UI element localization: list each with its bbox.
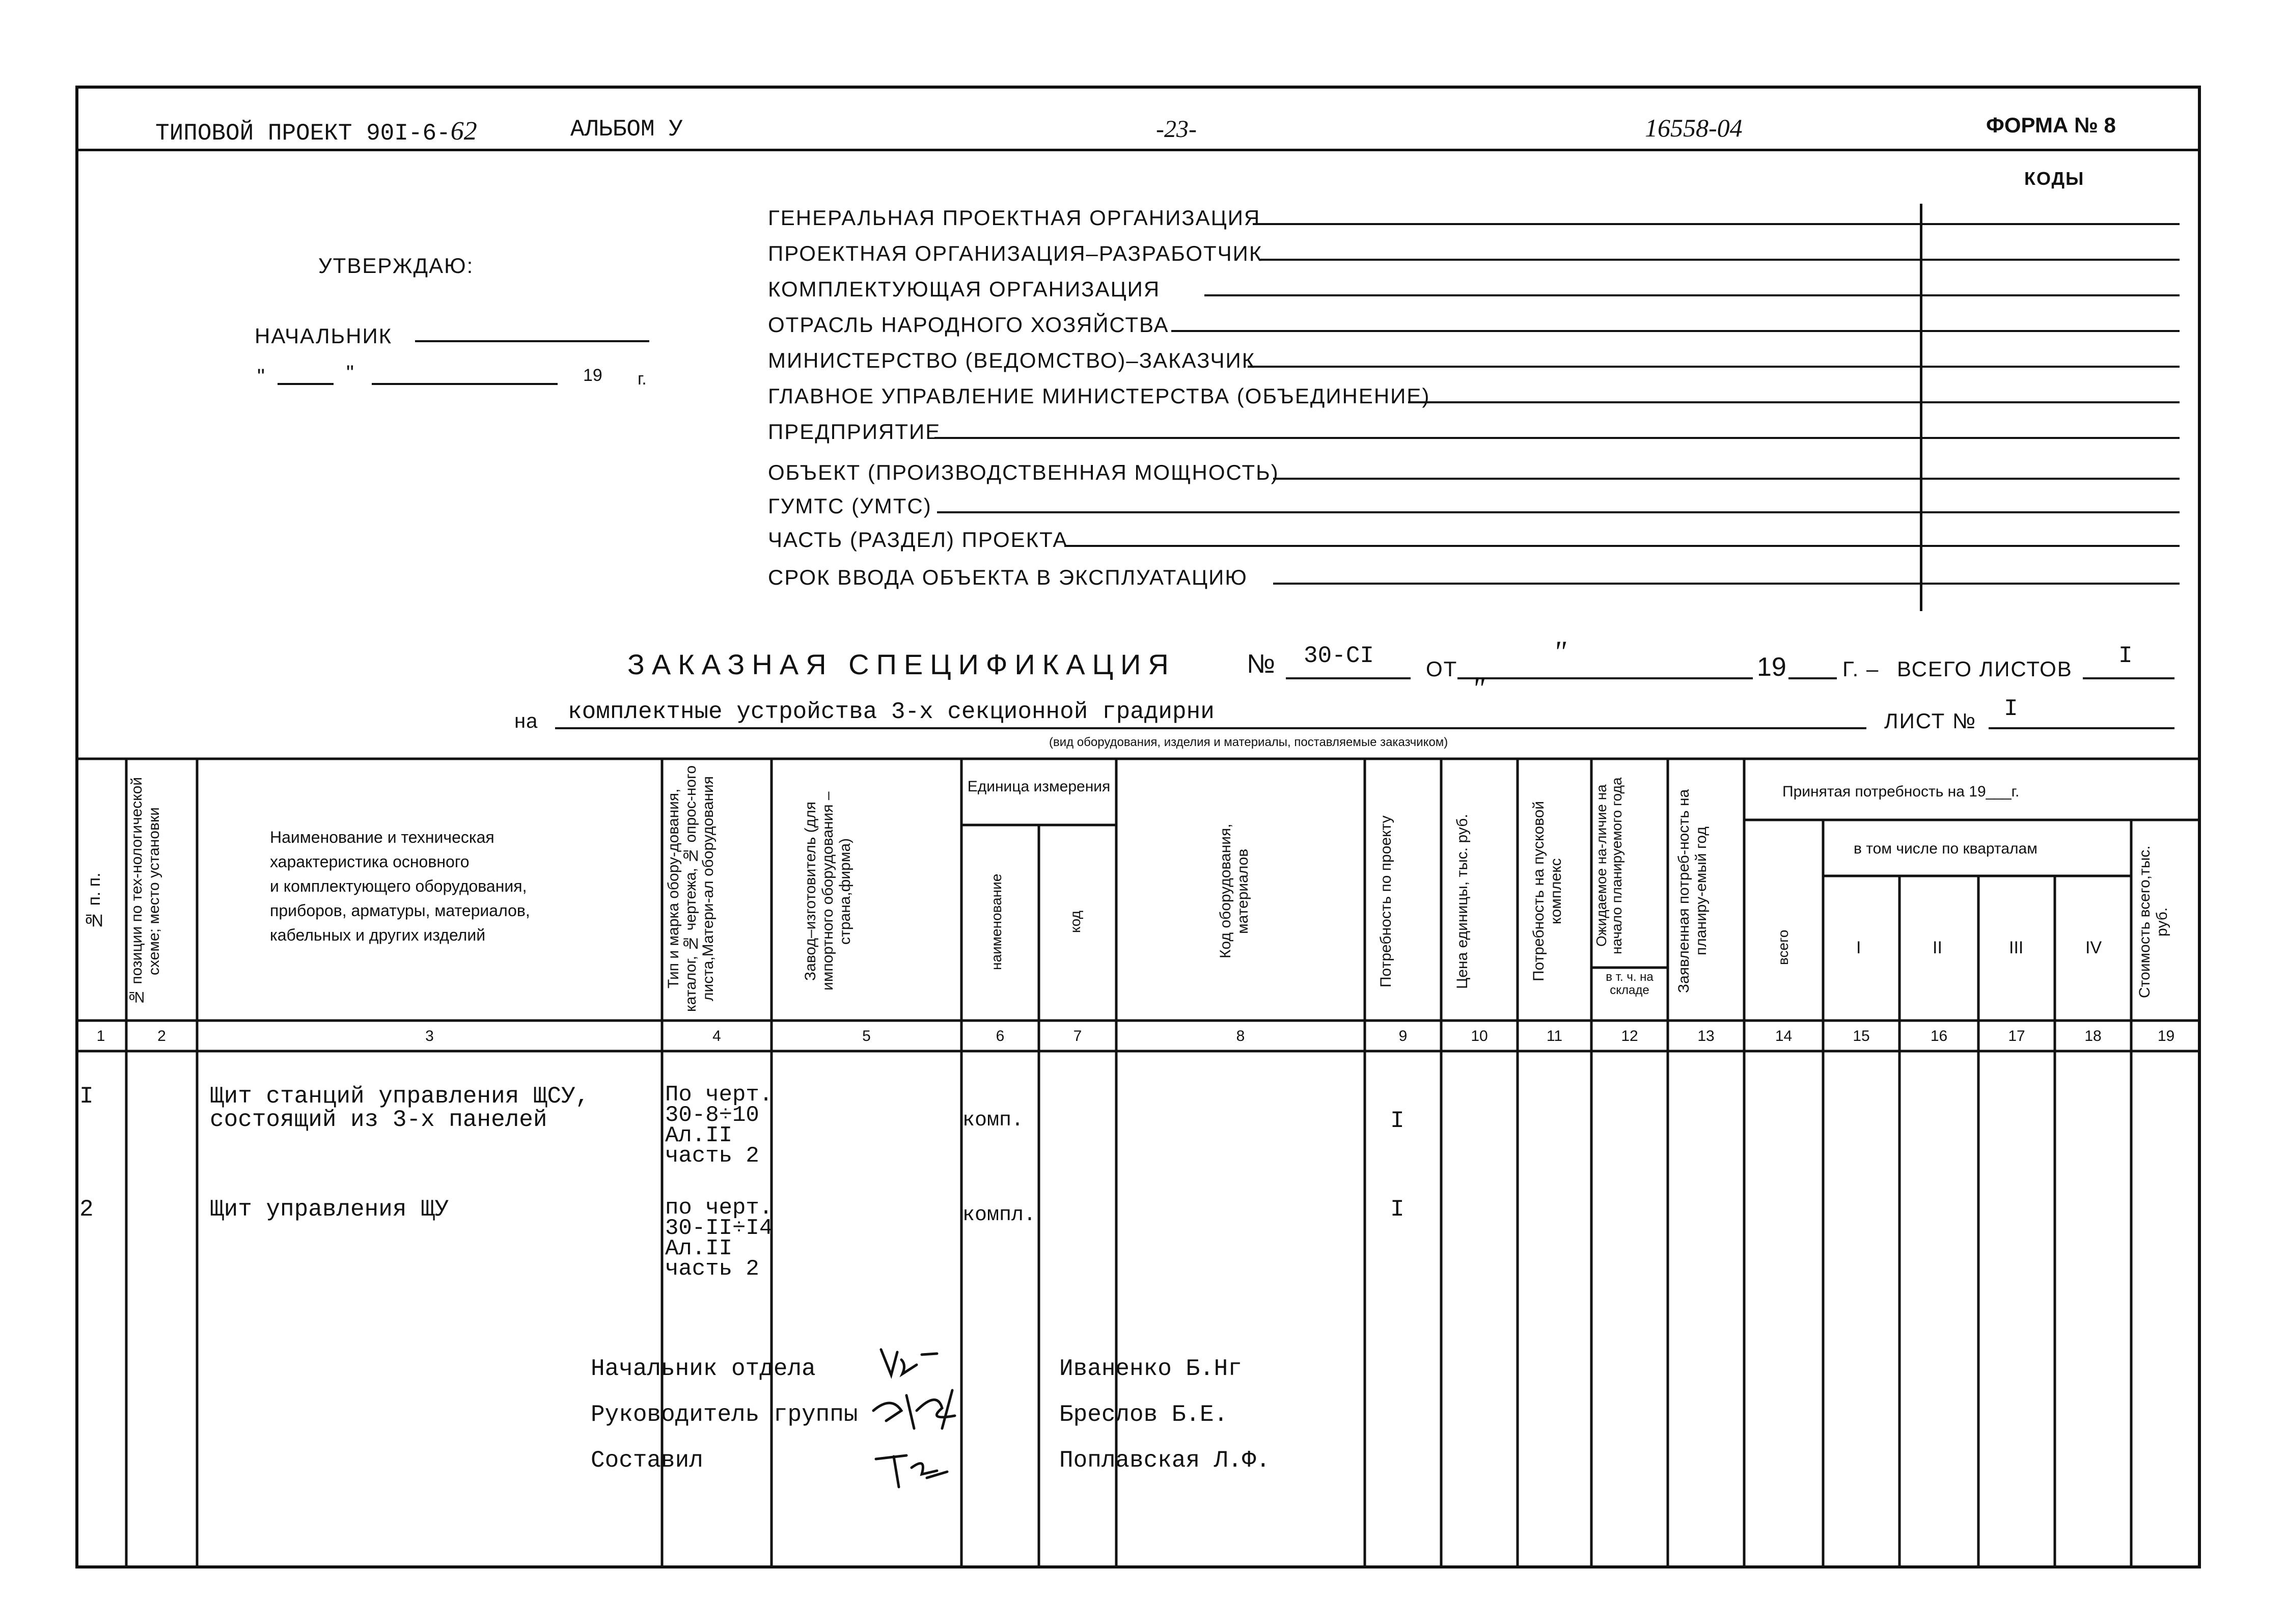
col-number-12: 12: [1621, 1028, 1638, 1044]
col-number-18: 18: [2084, 1028, 2102, 1044]
col-number-7: 7: [1073, 1028, 1082, 1044]
col-14-header: всего: [1775, 929, 1791, 965]
row-2-qty: I: [1390, 1196, 1404, 1223]
col-3-header: Наименование и техническая характеристика основного и комплектующего оборудования, приборов, арматуры, материалов, кабельных и других изделий: [270, 828, 530, 944]
spec-total-label: ВСЕГО ЛИСТОВ: [1897, 657, 2073, 681]
quarter-1-header: I: [1856, 938, 1861, 957]
col-1-header: № п. п.: [85, 872, 104, 930]
signature-role-2: Руководитель группы: [591, 1401, 858, 1428]
project-label: ТИПОВОЙ ПРОЕКТ 90I-6-62: [155, 117, 477, 147]
org-enterprise: ПРЕДПРИЯТИЕ: [768, 420, 941, 444]
row-2-type: по черт. 30-II÷I4 Ал.II часть 2: [665, 1195, 773, 1282]
signature-role-1: Начальник отдела: [591, 1356, 816, 1382]
spec-year-suffix: Г. –: [1842, 657, 1880, 681]
col-number-5: 5: [862, 1028, 871, 1044]
col-number-16: 16: [1930, 1028, 1948, 1044]
quarter-4-header: IV: [2085, 938, 2102, 957]
col-number-4: 4: [712, 1028, 721, 1044]
row-1-name: Щит станций управления ЩСУ, состоящий из 3-х панелей: [210, 1083, 590, 1133]
col-19-header: Стоимость всего,тыс. руб.: [2136, 845, 2170, 998]
row-1-type: По черт. 30-8÷10 Ал.II часть 2: [665, 1082, 773, 1169]
chief-label: НАЧАЛЬНИК: [255, 324, 393, 348]
approval-year: 19: [583, 366, 602, 385]
org-object: ОБЪЕКТ (ПРОИЗВОДСТВЕННАЯ МОЩНОСТЬ): [768, 460, 1279, 484]
org-branch: ОТРАСЛЬ НАРОДНОГО ХОЗЯЙСТВА: [768, 313, 1169, 337]
spec-quote-1: ": [1553, 635, 1566, 669]
spec-no-label: №: [1247, 649, 1275, 679]
col-number-8: 8: [1236, 1028, 1245, 1044]
col-9-header: Потребность по проекту: [1378, 815, 1394, 987]
col-number-17: 17: [2008, 1028, 2025, 1044]
col-4-header: Тип и марка обору-дования, каталог, № чертежа, № опрос-ного листа,Матери-ал оборудования: [665, 765, 717, 1012]
col-number-19: 19: [2157, 1028, 2175, 1044]
row-2-name: Щит управления ЩУ: [210, 1196, 449, 1223]
spec-title: ЗАКАЗНАЯ СПЕЦИФИКАЦИЯ: [627, 648, 1176, 680]
codes-label: КОДЫ: [2024, 168, 2085, 189]
col-12-header: Ожидаемое на-личие на начало планируемого года: [1593, 777, 1624, 954]
org-complete: КОМПЛЕКТУЮЩАЯ ОРГАНИЗАЦИЯ: [768, 277, 1161, 301]
accepted-header: Принятая потребность на 19___г.: [1782, 783, 2020, 800]
spec-subject-caption: (вид оборудования, изделия и материалы, поставляемые заказчиком): [1049, 735, 1448, 749]
spec-from-label: ОТ: [1426, 657, 1458, 681]
row-1-number: I: [79, 1083, 94, 1110]
col-number-15: 15: [1853, 1028, 1870, 1044]
org-ministry: МИНИСТЕРСТВО (ВЕДОМСТВО)–ЗАКАЗЧИК: [768, 348, 1256, 372]
unit-header: Единица измерения: [967, 778, 1111, 795]
row-2-unit: компл.: [962, 1204, 1036, 1227]
spec-year: 19: [1757, 652, 1786, 682]
signature-name-2: Бреслов Б.Е.: [1059, 1401, 1228, 1428]
col-number-9: 9: [1398, 1028, 1408, 1044]
spec-sheet-label: ЛИСТ №: [1884, 709, 1977, 733]
spec-total-value: I: [2118, 643, 2133, 669]
col-number-1: 1: [96, 1028, 105, 1044]
org-part: ЧАСТЬ (РАЗДЕЛ) ПРОЕКТА: [768, 528, 1068, 552]
spec-no-value: 30-CI: [1304, 643, 1374, 669]
col-10-header: Цена единицы, тыс. руб.: [1454, 814, 1471, 989]
col-8-header: Код оборудования, материалов: [1217, 823, 1251, 959]
col-number-3: 3: [425, 1028, 434, 1044]
signature-name-3: Поплавская Л.Ф.: [1059, 1447, 1271, 1474]
signature-role-3: Составил: [591, 1447, 703, 1474]
col-number-10: 10: [1471, 1028, 1488, 1044]
spec-subject: комплектные устройства 3-х секционной градирни: [568, 699, 1215, 725]
org-main-dept: ГЛАВНОЕ УПРАВЛЕНИЕ МИНИСТЕРСТВА (ОБЪЕДИНЕНИЕ): [768, 384, 1430, 408]
approval-year-suffix: г.: [638, 369, 647, 389]
form-number: ФОРМА № 8: [1986, 113, 2116, 137]
col-5-header: Завод–изготовитель (для импортного оборудования –страна,фирма): [802, 791, 853, 991]
row-2-number: 2: [79, 1196, 94, 1223]
quarter-3-header: III: [2009, 938, 2024, 957]
col-6-header: наименование: [988, 873, 1004, 970]
col-7-header: код: [1067, 911, 1083, 933]
page-number: -23-: [1156, 116, 1197, 143]
spec-sheet-value: I: [2004, 696, 2018, 722]
date-quote-close: ": [346, 361, 355, 384]
album-label: АЛЬБОМ У: [570, 116, 683, 143]
col-number-11: 11: [1546, 1028, 1563, 1044]
org-gumts: ГУМТС (УМТС): [768, 494, 932, 518]
col-12-sub-header: в т. ч. на складе: [1606, 970, 1654, 997]
spec-quote-2: ": [1472, 672, 1485, 705]
row-1-unit: комп.: [962, 1109, 1024, 1132]
org-general: ГЕНЕРАЛЬНАЯ ПРОЕКТНАЯ ОРГАНИЗАЦИЯ: [768, 206, 1261, 230]
project-number-handwritten: 62: [450, 117, 477, 146]
org-deadline: СРОК ВВОДА ОБЪЕКТА В ЭКСПЛУАТАЦИЮ: [768, 565, 1248, 589]
col-2-header: № позиции по тех-нологической схеме; место установки: [128, 777, 162, 1006]
handwritten-signatures: [866, 1334, 998, 1497]
document-number: 16558-04: [1645, 114, 1743, 142]
approve-label: УТВЕРЖДАЮ:: [318, 254, 474, 278]
row-1-qty: I: [1390, 1108, 1404, 1134]
col-number-13: 13: [1697, 1028, 1715, 1044]
signature-name-1: Иваненко Б.Нг: [1059, 1356, 1242, 1382]
date-quote-open: ": [257, 364, 266, 388]
col-number-6: 6: [996, 1028, 1005, 1044]
col-number-14: 14: [1775, 1028, 1793, 1044]
quarters-header: в том числе по кварталам: [1854, 840, 2037, 857]
quarter-2-header: II: [1933, 938, 1942, 957]
org-developer: ПРОЕКТНАЯ ОРГАНИЗАЦИЯ–РАЗРАБОТЧИК: [768, 241, 1263, 265]
col-number-2: 2: [157, 1028, 166, 1044]
col-11-header: Потребность на пусковой комплекс: [1530, 801, 1564, 982]
spec-na-label: на: [514, 710, 538, 732]
col-13-header: Заявленная потреб-ность на планиру-емый год: [1675, 789, 1710, 994]
